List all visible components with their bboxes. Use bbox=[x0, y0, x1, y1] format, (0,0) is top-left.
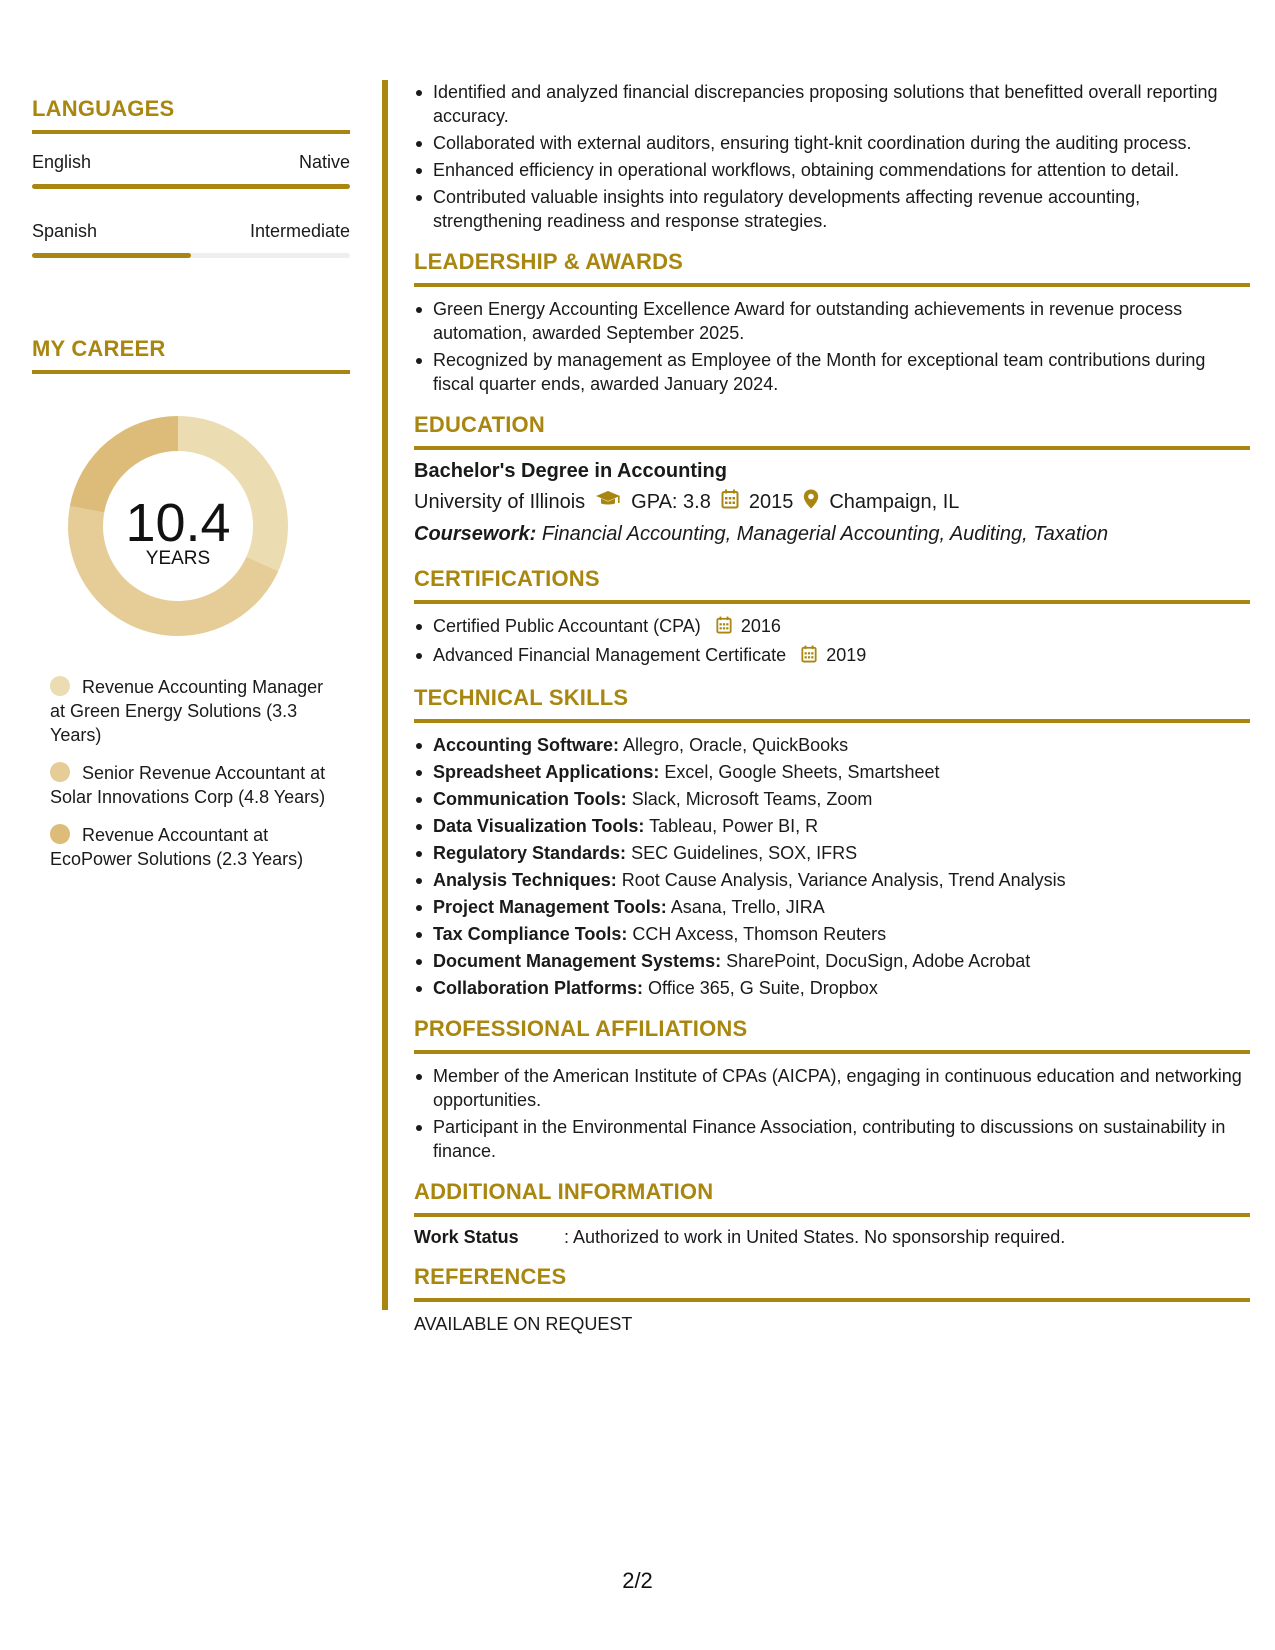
certification-name: Certified Public Accountant (CPA) bbox=[433, 616, 701, 636]
section-divider bbox=[414, 719, 1250, 723]
language-proficiency-fill bbox=[32, 253, 191, 258]
skill-value: Office 365, G Suite, Dropbox bbox=[648, 978, 878, 998]
career-legend-item bbox=[50, 823, 340, 871]
list-item bbox=[414, 643, 1250, 669]
career-legend-item bbox=[50, 675, 340, 747]
calendar-icon bbox=[721, 489, 739, 515]
section-divider bbox=[414, 1050, 1250, 1054]
skill-value: Slack, Microsoft Teams, Zoom bbox=[631, 789, 873, 809]
gpa: GPA: 3.8 bbox=[631, 490, 711, 513]
career-total-unit: YEARS bbox=[145, 548, 211, 569]
additional-section bbox=[414, 1179, 1250, 1248]
calendar-icon bbox=[716, 616, 732, 640]
career-legend-label: Senior Revenue Accountant at Solar Innovations Corp (4.8 Years) bbox=[50, 763, 326, 807]
skill-value: Excel, Google Sheets, Smartsheet bbox=[664, 762, 940, 782]
list-item bbox=[414, 814, 1250, 838]
certifications-heading: CERTIFICATIONS bbox=[414, 566, 600, 591]
work-status-label: Work Status bbox=[414, 1227, 519, 1247]
list-item bbox=[414, 949, 1250, 973]
list-item bbox=[414, 868, 1250, 892]
graduation-cap-icon bbox=[595, 490, 621, 514]
location-pin-icon bbox=[803, 489, 819, 515]
calendar-icon bbox=[801, 645, 817, 669]
list-item: Member of the American Institute of CPAs (AICPA), engaging in continuous education and networking opportunities. bbox=[414, 1064, 1250, 1112]
skill-value: Asana, Trello, JIRA bbox=[670, 897, 825, 917]
languages-heading: LANGUAGES bbox=[32, 96, 175, 121]
skill-key: Tax Compliance Tools: bbox=[433, 924, 628, 944]
skill-key: Regulatory Standards: bbox=[433, 843, 627, 863]
certification-name: Advanced Financial Management Certificate bbox=[433, 645, 787, 665]
school-location: Champaign, IL bbox=[829, 490, 960, 513]
list-item: Collaborated with external auditors, ensuring tight-knit coordination during the auditing process. bbox=[414, 131, 1250, 155]
experience-bullets bbox=[414, 80, 1250, 233]
section-divider bbox=[414, 600, 1250, 604]
coursework-label: Coursework: bbox=[414, 523, 537, 545]
references-section bbox=[414, 1264, 1250, 1335]
legend-dot bbox=[50, 824, 70, 844]
list-item bbox=[414, 733, 1250, 757]
list-item: Recognized by management as Employee of the Month for exceptional team contributions during fiscal quarter ends, awarded January 2024. bbox=[414, 348, 1250, 396]
affiliations-heading: PROFESSIONAL AFFILIATIONS bbox=[414, 1016, 748, 1041]
skill-value: Tableau, Power BI, R bbox=[649, 816, 819, 836]
work-status-value: : Authorized to work in United States. No sponsorship required. bbox=[564, 1227, 1066, 1247]
degree-title: Bachelor's Degree in Accounting bbox=[414, 460, 727, 482]
section-divider bbox=[32, 370, 350, 374]
skill-key: Accounting Software: bbox=[433, 735, 620, 755]
language-proficiency-bar bbox=[32, 184, 350, 189]
list-item bbox=[414, 922, 1250, 946]
skill-key: Communication Tools: bbox=[433, 789, 627, 809]
section-divider bbox=[32, 130, 350, 134]
skill-key: Analysis Techniques: bbox=[433, 870, 617, 890]
language-proficiency-bar bbox=[32, 253, 350, 258]
language-level: Native bbox=[298, 152, 350, 172]
column-divider bbox=[382, 80, 388, 1310]
language-level: Intermediate bbox=[249, 221, 350, 241]
education-section bbox=[414, 412, 1250, 546]
skill-key: Document Management Systems: bbox=[433, 951, 722, 971]
coursework bbox=[414, 523, 1250, 546]
graduation-year: 2015 bbox=[748, 490, 794, 513]
legend-dot bbox=[50, 676, 70, 696]
section-divider bbox=[414, 283, 1250, 287]
language-name: Spanish bbox=[32, 221, 98, 241]
list-item bbox=[414, 760, 1250, 784]
career-donut-chart bbox=[66, 414, 290, 638]
language-proficiency-fill bbox=[32, 184, 350, 189]
certification-year: 2016 bbox=[740, 616, 781, 636]
career-section bbox=[32, 336, 350, 374]
skill-value: Allegro, Oracle, QuickBooks bbox=[623, 735, 849, 755]
references-heading: REFERENCES bbox=[414, 1264, 567, 1289]
education-heading: EDUCATION bbox=[414, 412, 545, 437]
list-item bbox=[414, 976, 1250, 1000]
certifications-section bbox=[414, 566, 1250, 669]
skills-heading: TECHNICAL SKILLS bbox=[414, 685, 629, 710]
skill-key: Project Management Tools: bbox=[433, 897, 667, 917]
skill-value: SharePoint, DocuSign, Adobe Acrobat bbox=[726, 951, 1031, 971]
career-heading: MY CAREER bbox=[32, 336, 166, 361]
career-legend-label: Revenue Accountant at EcoPower Solutions (2.3 Years) bbox=[50, 825, 304, 869]
list-item: Green Energy Accounting Excellence Award for outstanding achievements in revenue process automation, awarded September 2025. bbox=[414, 297, 1250, 345]
leadership-heading: LEADERSHIP & AWARDS bbox=[414, 249, 684, 274]
languages-section bbox=[32, 96, 350, 134]
school-name: University of Illinois bbox=[414, 490, 586, 513]
work-status-row bbox=[414, 1227, 1250, 1248]
list-item bbox=[414, 841, 1250, 865]
list-item bbox=[414, 787, 1250, 811]
language-row bbox=[32, 221, 350, 242]
career-legend-label: Revenue Accounting Manager at Green Energy Solutions (3.3 Years) bbox=[50, 677, 324, 745]
list-item bbox=[414, 614, 1250, 640]
list-item bbox=[414, 895, 1250, 919]
leadership-list bbox=[414, 297, 1250, 396]
skill-value: Root Cause Analysis, Variance Analysis, Trend Analysis bbox=[621, 870, 1066, 890]
section-divider bbox=[414, 446, 1250, 450]
list-item: Identified and analyzed financial discrepancies proposing solutions that benefitted overall reporting accuracy. bbox=[414, 80, 1250, 128]
career-total-years: 10.4 bbox=[125, 493, 231, 553]
skill-key: Collaboration Platforms: bbox=[433, 978, 644, 998]
additional-heading: ADDITIONAL INFORMATION bbox=[414, 1179, 714, 1204]
affiliations-section bbox=[414, 1016, 1250, 1163]
language-name: English bbox=[32, 152, 92, 172]
section-divider bbox=[414, 1213, 1250, 1217]
skill-key: Spreadsheet Applications: bbox=[433, 762, 660, 782]
legend-dot bbox=[50, 762, 70, 782]
skills-list bbox=[414, 733, 1250, 1000]
list-item: Enhanced efficiency in operational workflows, obtaining commendations for attention to detail. bbox=[414, 158, 1250, 182]
career-legend-item bbox=[50, 761, 340, 809]
certification-year: 2019 bbox=[826, 645, 867, 665]
skills-section bbox=[414, 685, 1250, 1000]
list-item: Participant in the Environmental Finance Association, contributing to discussions on sustainability in finance. bbox=[414, 1115, 1250, 1163]
affiliations-list bbox=[414, 1064, 1250, 1163]
skill-value: SEC Guidelines, SOX, IFRS bbox=[631, 843, 858, 863]
coursework-list: Financial Accounting, Managerial Accounting, Auditing, Taxation bbox=[541, 523, 1109, 545]
section-divider bbox=[414, 1298, 1250, 1302]
leadership-section bbox=[414, 249, 1250, 396]
main-content bbox=[414, 80, 1250, 1335]
language-row bbox=[32, 152, 350, 173]
career-legend bbox=[50, 675, 340, 885]
list-item: Contributed valuable insights into regulatory developments affecting revenue accounting, strengthening readiness and response strategies. bbox=[414, 185, 1250, 233]
skill-key: Data Visualization Tools: bbox=[433, 816, 645, 836]
page-number: 2/2 bbox=[622, 1568, 653, 1593]
references-value: AVAILABLE ON REQUEST bbox=[414, 1314, 633, 1334]
skill-value: CCH Axcess, Thomson Reuters bbox=[632, 924, 887, 944]
education-meta bbox=[414, 489, 1250, 515]
certifications-list bbox=[414, 614, 1250, 669]
